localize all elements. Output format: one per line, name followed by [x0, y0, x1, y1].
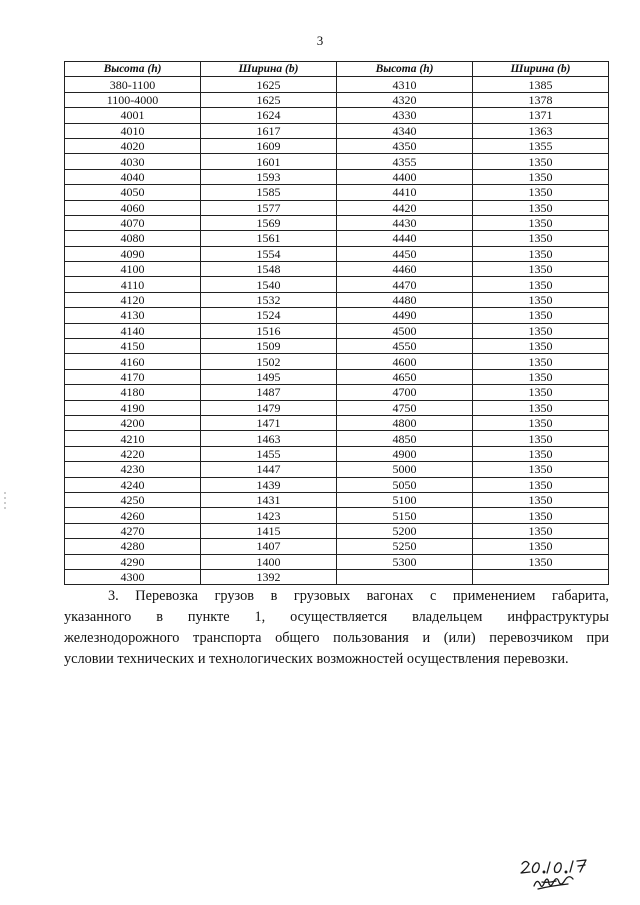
table-body	[65, 77, 609, 585]
cell-width: 1350	[473, 169, 609, 184]
paragraph-line: указанного в пункте 1, осуществляется владельцем инфраструктуры	[64, 609, 609, 625]
cell-height: 4230	[65, 462, 201, 477]
table-row	[65, 339, 609, 354]
cell-width: 1350	[473, 308, 609, 323]
cell-width: 1350	[473, 292, 609, 307]
cell-width: 1509	[201, 339, 337, 354]
cell-height: 380-1100	[65, 77, 201, 92]
table-row	[65, 154, 609, 169]
scan-speck	[4, 492, 6, 512]
table-row	[65, 77, 609, 92]
cell-width: 1350	[473, 262, 609, 277]
table-row	[65, 523, 609, 538]
cell-height: 4900	[337, 446, 473, 461]
cell-width: 1350	[473, 415, 609, 430]
table-row	[65, 492, 609, 507]
cell-height: 4350	[337, 138, 473, 153]
cell-height: 4430	[337, 215, 473, 230]
cell-height: 4090	[65, 246, 201, 261]
cell-height: 4450	[337, 246, 473, 261]
cell-width: 1371	[473, 108, 609, 123]
table-row	[65, 185, 609, 200]
cell-width: 1502	[201, 354, 337, 369]
paragraph-line: железнодорожного транспорта общего пользования и (или) перевозчиком при	[64, 630, 609, 646]
cell-height: 4030	[65, 154, 201, 169]
cell-width: 1350	[473, 400, 609, 415]
cell-height: 4750	[337, 400, 473, 415]
cell-height: 4290	[65, 554, 201, 569]
cell-width: 1423	[201, 508, 337, 523]
cell-width: 1378	[473, 92, 609, 107]
cell-height: 5000	[337, 462, 473, 477]
table-row	[65, 508, 609, 523]
cell-width: 1355	[473, 138, 609, 153]
cell-width: 1407	[201, 539, 337, 554]
cell-height: 4120	[65, 292, 201, 307]
cell-width: 1350	[473, 554, 609, 569]
cell-height: 4320	[337, 92, 473, 107]
cell-height: 4420	[337, 200, 473, 215]
cell-width: 1350	[473, 523, 609, 538]
cell-width: 1350	[473, 446, 609, 461]
table-row	[65, 246, 609, 261]
cell-height: 4480	[337, 292, 473, 307]
cell-height: 4550	[337, 339, 473, 354]
cell-height: 4180	[65, 385, 201, 400]
cell-height: 4010	[65, 123, 201, 138]
cell-width: 1350	[473, 477, 609, 492]
cell-width: 1516	[201, 323, 337, 338]
cell-width: 1431	[201, 492, 337, 507]
cell-width: 1548	[201, 262, 337, 277]
handwritten-date-signature	[514, 856, 604, 896]
cell-width: 1471	[201, 415, 337, 430]
table-row	[65, 323, 609, 338]
table-row	[65, 277, 609, 292]
cell-height: 4270	[65, 523, 201, 538]
header-height-1: Высота (h)	[65, 62, 201, 77]
cell-width: 1350	[473, 385, 609, 400]
cell-height: 5250	[337, 539, 473, 554]
paragraph-line: 3. Перевозка грузов в грузовых вагонах с применением габарита,	[108, 588, 609, 604]
cell-height: 4800	[337, 415, 473, 430]
table-row	[65, 231, 609, 246]
cell-width: 1350	[473, 323, 609, 338]
cell-height: 4200	[65, 415, 201, 430]
cell-width: 1601	[201, 154, 337, 169]
cell-width: 1540	[201, 277, 337, 292]
cell-width: 1385	[473, 77, 609, 92]
cell-width: 1350	[473, 231, 609, 246]
table-row	[65, 169, 609, 184]
table-row	[65, 385, 609, 400]
cell-height: 4170	[65, 369, 201, 384]
table-row	[65, 138, 609, 153]
cell-height: 4160	[65, 354, 201, 369]
cell-height: 4500	[337, 323, 473, 338]
cell-height: 4700	[337, 385, 473, 400]
cell-height: 4330	[337, 108, 473, 123]
cell-height: 4490	[337, 308, 473, 323]
cell-height: 4050	[65, 185, 201, 200]
cell-height: 4080	[65, 231, 201, 246]
cell-height: 5100	[337, 492, 473, 507]
cell-width: 1585	[201, 185, 337, 200]
cell-height: 4100	[65, 262, 201, 277]
cell-height: 4260	[65, 508, 201, 523]
table-row	[65, 446, 609, 461]
table-row	[65, 108, 609, 123]
cell-width: 1350	[473, 246, 609, 261]
cell-width: 1350	[473, 185, 609, 200]
cell-width: 1392	[201, 569, 337, 584]
table-header-row	[65, 62, 609, 77]
cell-height: 4310	[337, 77, 473, 92]
cell-width: 1479	[201, 400, 337, 415]
cell-width: 1415	[201, 523, 337, 538]
cell-height: 4110	[65, 277, 201, 292]
cell-height: 4400	[337, 169, 473, 184]
cell-height: 1100-4000	[65, 92, 201, 107]
cell-width: 1455	[201, 446, 337, 461]
cell-height: 4190	[65, 400, 201, 415]
table-row	[65, 200, 609, 215]
cell-height: 4001	[65, 108, 201, 123]
cell-height: 4600	[337, 354, 473, 369]
cell-height	[337, 569, 473, 584]
cell-height: 4850	[337, 431, 473, 446]
cell-height: 4240	[65, 477, 201, 492]
paragraph-line: условии технических и технологических возможностей осуществления перевозки.	[64, 651, 569, 667]
cell-width: 1569	[201, 215, 337, 230]
cell-width: 1554	[201, 246, 337, 261]
cell-height: 5300	[337, 554, 473, 569]
cell-width: 1524	[201, 308, 337, 323]
cell-width: 1609	[201, 138, 337, 153]
cell-width: 1350	[473, 277, 609, 292]
cell-width: 1624	[201, 108, 337, 123]
cell-height: 4340	[337, 123, 473, 138]
cell-height: 4470	[337, 277, 473, 292]
cell-height: 4355	[337, 154, 473, 169]
table-row	[65, 123, 609, 138]
cell-height: 4070	[65, 215, 201, 230]
cell-width: 1350	[473, 200, 609, 215]
header-width-2: Ширина (b)	[473, 62, 609, 77]
cell-height: 4250	[65, 492, 201, 507]
cell-width: 1350	[473, 154, 609, 169]
table-row	[65, 308, 609, 323]
cell-width: 1400	[201, 554, 337, 569]
cell-width: 1350	[473, 431, 609, 446]
table-row	[65, 415, 609, 430]
cell-width: 1350	[473, 369, 609, 384]
cell-height: 4300	[65, 569, 201, 584]
cell-height: 4150	[65, 339, 201, 354]
table-row	[65, 431, 609, 446]
table-row	[65, 354, 609, 369]
cell-width: 1350	[473, 339, 609, 354]
cell-width: 1625	[201, 77, 337, 92]
table-row	[65, 292, 609, 307]
table-row	[65, 369, 609, 384]
cell-width: 1363	[473, 123, 609, 138]
table-row	[65, 554, 609, 569]
cell-width: 1495	[201, 369, 337, 384]
cell-width: 1350	[473, 508, 609, 523]
gabarit-table	[64, 61, 609, 585]
cell-height: 4460	[337, 262, 473, 277]
cell-width	[473, 569, 609, 584]
cell-height: 4280	[65, 539, 201, 554]
cell-height: 4130	[65, 308, 201, 323]
page-number: 3	[316, 33, 324, 48]
cell-height: 4220	[65, 446, 201, 461]
table-row	[65, 539, 609, 554]
cell-width: 1561	[201, 231, 337, 246]
cell-height: 4210	[65, 431, 201, 446]
cell-width: 1350	[473, 462, 609, 477]
cell-width: 1350	[473, 354, 609, 369]
cell-width: 1577	[201, 200, 337, 215]
cell-width: 1625	[201, 92, 337, 107]
cell-height: 4650	[337, 369, 473, 384]
cell-height: 4440	[337, 231, 473, 246]
cell-height: 4040	[65, 169, 201, 184]
cell-height: 4140	[65, 323, 201, 338]
paragraph-clause-3	[64, 586, 609, 670]
cell-width: 1447	[201, 462, 337, 477]
cell-height: 5200	[337, 523, 473, 538]
table-row	[65, 92, 609, 107]
header-width-1: Ширина (b)	[201, 62, 337, 77]
cell-width: 1350	[473, 539, 609, 554]
cell-width: 1487	[201, 385, 337, 400]
cell-width: 1617	[201, 123, 337, 138]
table-row	[65, 462, 609, 477]
table-row	[65, 477, 609, 492]
cell-width: 1350	[473, 215, 609, 230]
cell-height: 5150	[337, 508, 473, 523]
cell-width: 1439	[201, 477, 337, 492]
cell-height: 4020	[65, 138, 201, 153]
cell-width: 1532	[201, 292, 337, 307]
table-row	[65, 262, 609, 277]
header-height-2: Высота (h)	[337, 62, 473, 77]
table-row	[65, 400, 609, 415]
cell-width: 1350	[473, 492, 609, 507]
table-row	[65, 569, 609, 584]
cell-height: 5050	[337, 477, 473, 492]
cell-width: 1593	[201, 169, 337, 184]
cell-width: 1463	[201, 431, 337, 446]
table-row	[65, 215, 609, 230]
cell-height: 4060	[65, 200, 201, 215]
cell-height: 4410	[337, 185, 473, 200]
